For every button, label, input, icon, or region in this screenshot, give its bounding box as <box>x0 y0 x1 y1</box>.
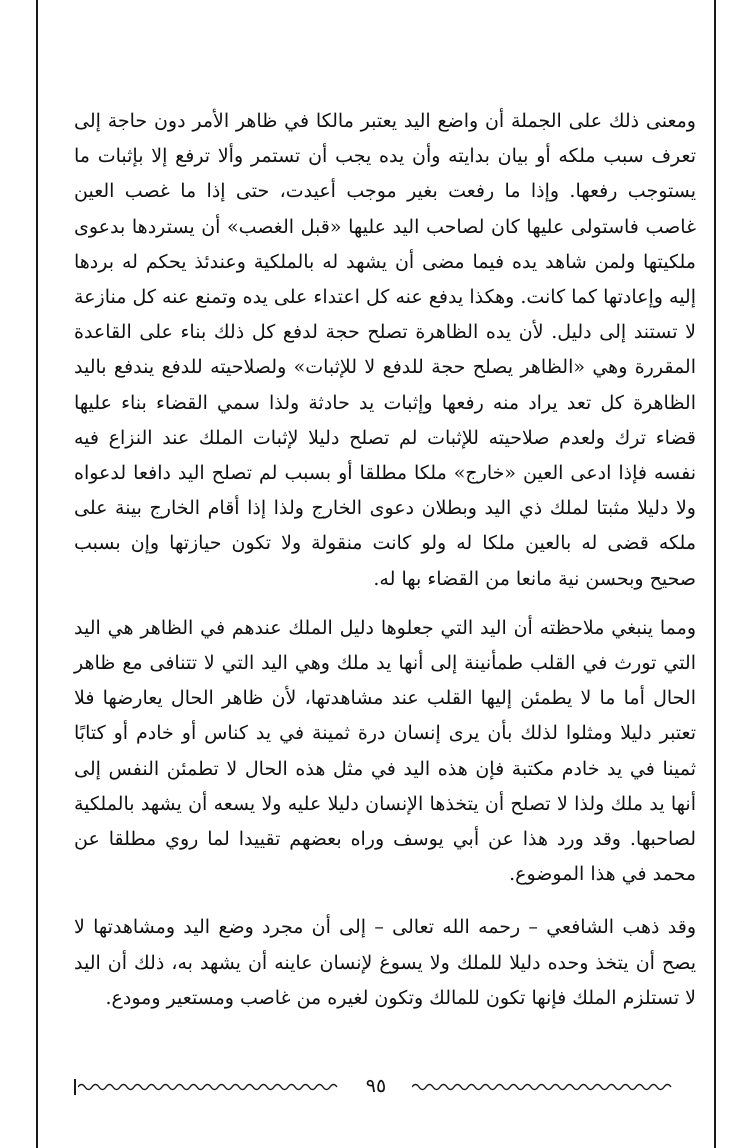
footer-left-tick <box>74 1079 76 1095</box>
paragraph-3: وقد ذهب الشافعي – رحمه الله تعالى – إلى أن مجرد وضع اليد ومشاهدتها لا يصح أن يتخذ وحده دليلا للملك ولا يسوغ لإنسان عاينه أن يشهد به، ذلك أن اليد لا تستلزم الملك فإنها تكون للمالك وتكون لغيره من غاصب ومستعير ومودع. <box>74 916 696 1009</box>
page-number: ٩٥ <box>365 1075 387 1097</box>
footer-wave-line-left <box>78 1080 340 1094</box>
page-body <box>74 104 696 1016</box>
footer-wave-line-right <box>412 1080 676 1094</box>
page-border-left <box>36 0 38 1148</box>
page-footer <box>74 1072 678 1102</box>
paragraph-2: ومما ينبغي ملاحظته أن اليد التي جعلوها دليل الملك عندهم في الظاهر هي اليد التي تورث في القلب طمأنينة إلى أنها يد ملك وهي اليد التي لا تتنافى مع ظاهر الحال أما ما لا يطمئن إليها القلب عند مشاهدتها، لأن ظاهر الحال يعارضها فلا تعتبر دليلا ومثلوا لذلك بأن يرى إنسان درة ثمينة في يد كناس أو خادم أو كتابًا ثمينا في يد خادم مكتبة فإن هذه اليد في مثل هذه الحال لا تطمئن النفس إلى أنها يد ملك ولذا لا تصلح أن يتخذها الإنسان دليلا عليه ولا يسعه أن يشهد بالملكية لصاحبها. وقد ورد هذا عن أبي يوسف وراه بعضهم تقييدا لما روي مطلقا عن محمد في هذا الموضوع. <box>74 616 696 886</box>
page-border-right <box>714 0 716 1148</box>
paragraph-1: ومعنى ذلك على الجملة أن واضع اليد يعتبر مالكا في ظاهر الأمر دون حاجة إلى تعرف سبب ملكه أو بيان بدايته وأن يده يجب أن تستمر وألا ترفع إلا بإثبات ما يستوجب رفعها. وإذا ما رفعت بغير موجب أعيدت، حتى إذا ما غصب العين غاصب فاستولى عليها كان لصاحب اليد عليها «قبل الغصب» أن يستردها بدعوى ملكيتها ولمن شاهد يده فيما مضى أن يشهد له بالملكية وعندئذ يحكم له بردها إليه وإعادتها كما كانت. وهكذا يدفع عنه كل اعتداء على يده وتمنع عنه كل منازعة لا تستند إلى دليل. لأن يده الظاهرة تصلح حجة لدفع كل ذلك بناء على القاعدة المقررة وهي «الظاهر يصلح حجة للدفع لا للإثبات» ولصلاحيته للدفع يندفع باليد الظاهرة كل تعد يراد منه رفعها وإثبات يد حادثة ولذا سمي القضاء بناء عليها قضاء ترك ولعدم صلاحيته للإثبات لم تصلح دليلا لإثبات الملك عند النزاع فيه نفسه فإذا ادعى العين «خارج» ملكا مطلقا أو بسبب لم تصلح اليد دافعا لدعواه ولا دليلا مثبتا لملك ذي اليد وبطلان دعوى الخارج ولذا إذا أقام الخارج بينة على ملكه قضى له بالعين ملكا له ولو كانت منقولة ولا تكون حيازتها وإن بسبب صحيح وبحسن نية مانعا من القضاء بها له. <box>74 110 696 590</box>
